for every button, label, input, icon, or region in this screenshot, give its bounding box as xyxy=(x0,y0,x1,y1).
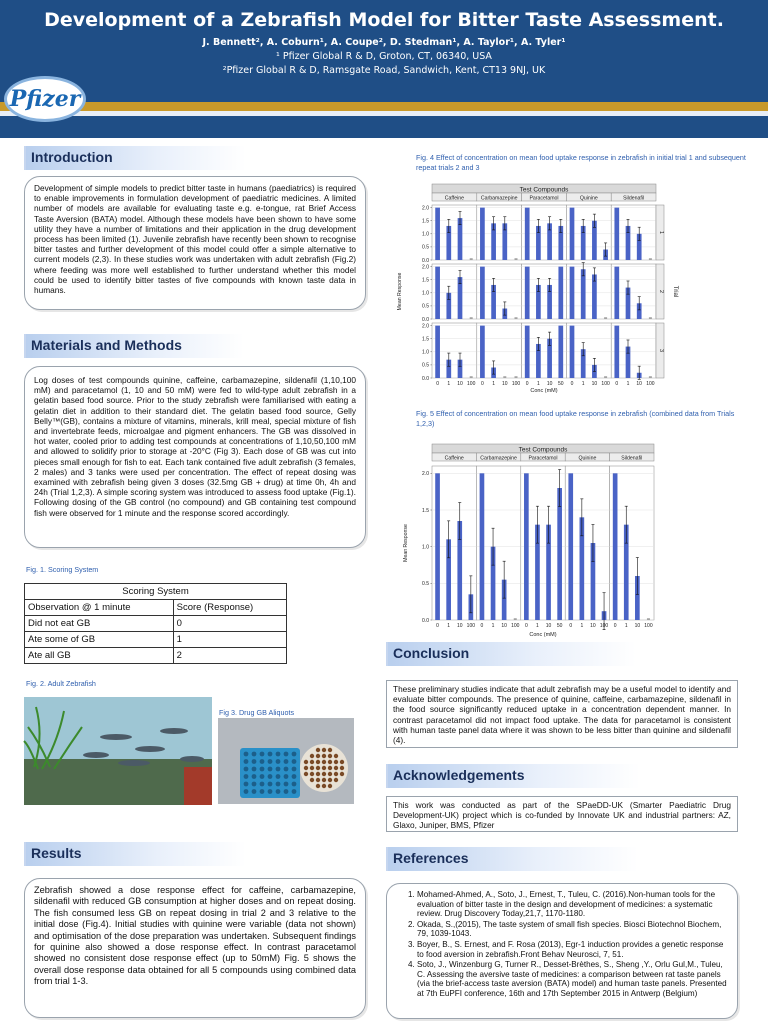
references-list xyxy=(401,890,729,999)
bar xyxy=(568,473,573,620)
x-tick-label: 1 xyxy=(581,381,585,387)
gb-pellet xyxy=(310,754,314,758)
x-tick-label: 0 xyxy=(524,623,528,629)
bar xyxy=(570,208,575,260)
x-tick-label: 10 xyxy=(501,623,507,629)
scoring-score: 0 xyxy=(173,616,286,632)
introduction-box xyxy=(24,176,366,310)
well xyxy=(276,752,281,757)
gb-pellet xyxy=(328,766,332,770)
results-box xyxy=(24,878,366,1018)
bar xyxy=(525,208,530,260)
gb-pellet xyxy=(334,760,338,764)
poster-title: Development of a Zebrafish Model for Bitter Taste Assessment. xyxy=(44,9,724,31)
well xyxy=(268,789,273,794)
well xyxy=(284,759,289,764)
light-stripe xyxy=(0,111,768,116)
fig2-caption: Fig. 2. Adult Zebrafish xyxy=(26,679,96,688)
introduction-heading xyxy=(24,146,246,170)
x-tick-label: 1 xyxy=(624,623,628,629)
bar xyxy=(614,326,619,378)
x-tick-label: 100 xyxy=(646,381,655,387)
well xyxy=(292,759,297,764)
trial-number: 1 xyxy=(658,230,664,235)
panel-label: Carbamazepine xyxy=(480,455,517,462)
bar xyxy=(614,208,619,260)
well xyxy=(260,759,265,764)
fig1-caption: Fig. 1. Scoring System xyxy=(26,565,99,574)
gb-pellet xyxy=(316,748,320,752)
methods-heading xyxy=(24,334,244,358)
gold-stripe xyxy=(0,102,768,111)
y-tick-label: 1.0 xyxy=(422,349,429,356)
well xyxy=(244,782,249,787)
well xyxy=(292,752,297,757)
fig3-caption: Fig 3. Drug GB Aliquots xyxy=(219,708,295,717)
x-tick-label: 1 xyxy=(447,623,451,629)
scoring-obs: Ate some of GB xyxy=(25,632,174,648)
fig5-svg xyxy=(402,442,664,638)
well xyxy=(252,759,257,764)
zebrafish-photo xyxy=(24,697,212,805)
x-tick-label: 100 xyxy=(511,381,521,387)
y-tick-label: 0.5 xyxy=(422,362,429,369)
affiliation-2: ²Pfizer Global R & D, Ramsgate Road, Sandwich, Kent, CT13 9NJ, UK xyxy=(222,65,546,76)
bar xyxy=(435,208,440,260)
x-axis-label: Conc (mM) xyxy=(530,388,558,394)
acknowledgements-heading xyxy=(386,764,640,788)
bar xyxy=(480,267,485,319)
fig4-caption: Fig. 4 Effect of concentration on mean food uptake response in zebrafish in initial trial 1 and subsequent repeat trials 2 and 3 xyxy=(416,153,746,172)
gb-pellet xyxy=(316,784,320,788)
well xyxy=(276,774,281,779)
y-axis-label: Mean Response xyxy=(403,524,409,562)
gb-pellet xyxy=(328,754,332,758)
y-tick-label: 2.0 xyxy=(422,323,429,330)
x-tick-label: 10 xyxy=(546,381,553,387)
gb-pellet xyxy=(310,766,314,770)
panel-label: Quinine xyxy=(579,195,598,202)
panel-label: Paracetamol xyxy=(529,195,559,202)
well xyxy=(260,767,265,772)
results-text: Zebrafish showed a dose response effect for caffeine, carbamazepine, sildenafil with reduced GB consumption at higher doses and on repeat dosing. The fish consumed less GB on repeat dosing in trial 2 and 3 relative to the initial dose (Fig.4). Initial studies with quinine were variable (data not shown) and optimisation of the dose preparation was undertaken. Subsequent findings for quinine also showed a dose response effect. In contrast paracetamol showed no consistent dose response effect (up to 50mM) Fig. 5 shows the overall dose response data obtained for all 5 compounds using combined data from trial 1-3. xyxy=(34,885,356,987)
bar xyxy=(435,267,440,319)
scoring-score: 2 xyxy=(173,648,286,664)
well xyxy=(252,752,257,757)
well xyxy=(268,774,273,779)
gb-pellet xyxy=(316,778,320,782)
conclusion-heading xyxy=(386,642,636,666)
scoring-col-observation: Observation @ 1 minute xyxy=(25,600,174,616)
scoring-score: 1 xyxy=(173,632,286,648)
y-tick-label: 1.0 xyxy=(422,544,429,551)
strip-title: Test Compounds xyxy=(519,186,569,194)
y-tick-label: 0.5 xyxy=(422,303,429,310)
references-heading xyxy=(386,847,638,871)
well xyxy=(292,789,297,794)
gb-pellet xyxy=(304,760,308,764)
x-tick-label: 10 xyxy=(456,623,463,629)
x-tick-label: 0 xyxy=(525,381,529,387)
scoring-col-score: Score (Response) xyxy=(173,600,286,616)
methods-text: Log doses of test compounds quinine, caffeine, carbamazepine, sildenafil (1,10,100 mM) and paracetamol (1, 10 and 50 mM) were fed to wild-type adult zebrafish in a gelatin based food source. Prior to the study zebrafish were familiarised with eating a gelatin diet in addition to their standard diet. The gelatin based food source, Gelly Belly™(GB), contains a mixture of vitamins, minerals, krill meal, special mixture of fish and invertebrate feeds, microalgae and pigment enhancers. The GB was dissolved in hot water, cooled prior to adding test compounds at concentrations of 1,10,50,100 mM and allowed to solidify prior to storage at -20°C (Fig 3). Each dose of GB was cut into pieces small enough for fish to eat. Each tank contained five adult zebrafish (3 females, 2 males) and 3 tanks were used per concentration. The effect of repeat dosing was examined with zebrafish being given 3 doses (32.5mg GB + drug) at time 0h, 4h and 24h (Trial 1,2,3). A simple scoring system was introduced to assess food uptake (Fig.1). Following dosing of the GB control (no compound) and GB containing test compound fish were observed for 1 minute and the response scored accordingly. xyxy=(34,375,356,518)
x-tick-label: 100 xyxy=(466,623,476,629)
conclusion-box xyxy=(386,680,738,748)
y-axis-label: Mean Response xyxy=(397,272,403,311)
well xyxy=(244,767,249,772)
gb-pellet xyxy=(334,778,338,782)
well xyxy=(284,782,289,787)
well xyxy=(276,759,281,764)
y-tick-label: 2.0 xyxy=(422,471,429,478)
panel-label: Caffeine xyxy=(444,195,465,202)
fig4-chart xyxy=(396,182,676,394)
gb-aliquots-illustration xyxy=(218,718,354,804)
well xyxy=(292,767,297,772)
y-tick-label: 2.0 xyxy=(422,205,429,212)
bar xyxy=(480,326,485,378)
bar xyxy=(570,326,575,378)
bar xyxy=(480,208,485,260)
panel-label: Sildenafil xyxy=(623,195,645,202)
x-tick-label: 10 xyxy=(457,381,463,387)
gb-pellet xyxy=(322,760,326,764)
well xyxy=(276,767,281,772)
x-tick-label: 100 xyxy=(644,623,653,629)
gb-pellet xyxy=(334,772,338,776)
poster-header xyxy=(0,0,768,138)
panel-label: Sildenafil xyxy=(621,455,643,462)
well xyxy=(260,774,265,779)
gb-pellet xyxy=(328,748,332,752)
x-tick-label: 1 xyxy=(580,623,584,629)
bar xyxy=(480,473,485,620)
table-row xyxy=(25,648,287,664)
x-tick-label: 1 xyxy=(491,623,495,629)
methods-heading-text: Materials and Methods xyxy=(31,337,182,353)
gb-pellet xyxy=(316,772,320,776)
gb-aliquots-photo xyxy=(218,718,354,804)
scoring-table-title: Scoring System xyxy=(25,584,287,600)
well xyxy=(252,782,257,787)
well xyxy=(244,789,249,794)
y-tick-label: 0.0 xyxy=(422,375,429,382)
scoring-table xyxy=(24,583,287,664)
panel-label: Quinine xyxy=(578,455,597,462)
y-tick-label: 0.0 xyxy=(422,257,429,264)
y-tick-label: 0.5 xyxy=(422,581,429,588)
x-tick-label: 0 xyxy=(481,381,484,387)
x-tick-label: 0 xyxy=(569,623,573,629)
bar xyxy=(524,473,529,620)
well xyxy=(268,752,273,757)
references-box xyxy=(386,883,738,1019)
gb-pellet xyxy=(328,778,332,782)
acknowledgements-text: This work was conducted as part of the SPaeDD-UK (Smarter Paediatric Drug Development-UK) project which is co-funded by Innovate UK and industrial partners: AZ, Glaxo, Juniper, BMS, Pfizer xyxy=(393,800,731,831)
x-tick-label: 0 xyxy=(570,381,574,387)
well xyxy=(284,789,289,794)
x-tick-label: 10 xyxy=(545,623,552,629)
bar xyxy=(435,473,440,620)
trial-number: 3 xyxy=(658,348,664,353)
bar xyxy=(558,326,563,378)
x-axis-label: Conc (mM) xyxy=(529,632,557,638)
trial-axis-label: Trial xyxy=(672,285,678,298)
gb-pellet xyxy=(328,772,332,776)
well xyxy=(276,789,281,794)
introduction-heading-text: Introduction xyxy=(31,149,113,165)
well xyxy=(284,774,289,779)
bar xyxy=(558,267,563,319)
x-tick-label: 10 xyxy=(634,623,641,629)
results-heading-text: Results xyxy=(31,845,82,861)
gb-pellet xyxy=(310,760,314,764)
x-tick-label: 0 xyxy=(436,623,439,629)
well xyxy=(292,782,297,787)
reference-item: 1. Mohamed-Ahmed, A., Soto, J., Ernest, T., Tuleu, C. (2016).Non-human tools for the evaluation of bitter taste in the design and development of medicines: a systematic review. Drug Discovery Today,21,7, 1170-1180. xyxy=(417,890,729,919)
bar xyxy=(570,267,575,319)
y-tick-label: 0.5 xyxy=(422,244,429,251)
reference-item: 3. Boyer, B., S. Ernest, and F. Rosa (2013), Egr-1 induction provides a genetic response to food aversion in zebrafish.Front Behav Neurosci, 7, 51. xyxy=(417,940,729,959)
gb-pellet xyxy=(304,766,308,770)
affiliation-1: ¹ Pfizer Global R & D, Groton, CT, 06340, USA xyxy=(276,51,492,62)
well xyxy=(244,774,249,779)
x-tick-label: 0 xyxy=(436,381,439,387)
x-tick-label: 10 xyxy=(636,381,642,387)
x-tick-label: 10 xyxy=(591,381,598,387)
well xyxy=(260,789,265,794)
gb-pellet xyxy=(322,778,326,782)
scoring-obs: Ate all GB xyxy=(25,648,174,664)
gb-pellet xyxy=(334,754,338,758)
x-tick-label: 0 xyxy=(480,623,484,629)
gb-pellet xyxy=(322,748,326,752)
well xyxy=(268,782,273,787)
y-tick-label: 1.5 xyxy=(422,277,429,284)
bar xyxy=(525,267,530,319)
zebrafish-tank-illustration xyxy=(24,697,212,805)
references-heading-text: References xyxy=(393,850,469,866)
x-tick-label: 100 xyxy=(467,381,476,387)
reference-item: 2. Okada, S.,(2015), The taste system of small fish species. Biosci Biotechnol Biochem, 79, 1039-1043. xyxy=(417,920,729,939)
y-tick-label: 1.5 xyxy=(422,507,429,514)
fig5-chart xyxy=(402,442,664,638)
bar xyxy=(614,267,619,319)
well xyxy=(260,782,265,787)
gb-pellet xyxy=(322,772,326,776)
introduction-text: Development of simple models to predict bitter taste in humans (paediatrics) is required to enable improvements in formulation development of paediatric medicines. A limited number of models are available for evaluating taste e.g. e-tongue, rat Brief Access Taste Aversion (BATA) model. Although these models have been shown to have some utility they have a number of limitations and their application in the drug development process has been limited (1). Juvenile zebrafish have recently been shown to recognise bitter tastes and further development of this model could offer a simple alternative to current models (2,3). In these studies work was undertaken with adult zebrafish (Fig.2) where feeding was more well established to further understand whether this model could be used to identify bitter tastes of five compounds with known taste data in humans. xyxy=(34,183,356,296)
authors: J. Bennett², A. Coburn¹, A. Coupe², D. Stedman¹, A. Taylor¹, A. Tyler¹ xyxy=(202,37,566,48)
x-tick-label: 10 xyxy=(590,623,596,629)
gb-pellet xyxy=(322,766,326,770)
gb-pellet xyxy=(322,754,326,758)
x-tick-label: 1 xyxy=(447,381,451,387)
y-tick-label: 1.5 xyxy=(422,218,429,225)
well xyxy=(252,767,257,772)
gb-pellet xyxy=(322,784,326,788)
well xyxy=(284,767,289,772)
scoring-obs: Did not eat GB xyxy=(25,616,174,632)
bar xyxy=(557,488,562,620)
acknowledgements-heading-text: Acknowledgements xyxy=(393,767,525,783)
well xyxy=(276,782,281,787)
bar xyxy=(525,326,530,378)
gb-pellet xyxy=(316,760,320,764)
panel-label: Paracetamol xyxy=(528,455,558,462)
x-tick-label: 50 xyxy=(556,623,563,629)
gb-pellet xyxy=(316,754,320,758)
bar xyxy=(613,473,618,620)
well xyxy=(252,789,257,794)
methods-box xyxy=(24,366,366,548)
gb-pellet xyxy=(316,766,320,770)
x-tick-label: 0 xyxy=(615,381,619,387)
y-tick-label: 0.0 xyxy=(422,617,429,624)
y-tick-label: 1.5 xyxy=(422,336,429,343)
logo-text: Pfizer xyxy=(9,86,81,112)
table-row xyxy=(25,632,287,648)
well xyxy=(284,752,289,757)
y-tick-label: 1.0 xyxy=(422,231,429,238)
x-tick-label: 100 xyxy=(601,381,610,387)
x-tick-label: 50 xyxy=(558,381,564,387)
well xyxy=(260,752,265,757)
bar xyxy=(435,326,440,378)
gb-pellet xyxy=(304,772,308,776)
gb-pellet xyxy=(310,772,314,776)
well xyxy=(292,774,297,779)
x-tick-label: 100 xyxy=(599,623,609,629)
bar xyxy=(581,269,586,319)
conclusion-text: These preliminary studies indicate that adult zebrafish may be a useful model to identify and evaluate bitter compounds. The presence of quinine, caffeine, carbamazepine, sildenafil in the food source significantly reduced uptake in a concentration dependent manner. In contrast paracetamol did not impact food uptake. The data for paracetamol is consistent with human taste panel data where it was shown to be less bitter than quinine and sildenafil (4). xyxy=(393,684,731,746)
gb-pellet xyxy=(328,760,332,764)
conclusion-heading-text: Conclusion xyxy=(393,645,470,661)
pfizer-logo xyxy=(4,76,86,122)
results-heading xyxy=(24,842,246,866)
well xyxy=(244,759,249,764)
x-tick-label: 10 xyxy=(502,381,508,387)
well xyxy=(268,767,273,772)
gb-pellet xyxy=(328,784,332,788)
panel-label: Carbamazepine xyxy=(480,195,518,202)
well xyxy=(268,759,273,764)
y-tick-label: 0.0 xyxy=(422,316,429,323)
fig5-caption: Fig. 5 Effect of concentration on mean food uptake response in zebrafish (combined data from Trials 1,2,3) xyxy=(416,409,735,428)
x-tick-label: 1 xyxy=(536,623,539,629)
x-tick-label: 1 xyxy=(626,381,630,387)
strip-title: Test Compounds xyxy=(518,446,568,454)
trial-number: 2 xyxy=(658,289,664,294)
fig4-svg xyxy=(396,182,676,394)
table-row xyxy=(25,616,287,632)
x-tick-label: 1 xyxy=(537,381,540,387)
y-tick-label: 1.0 xyxy=(422,290,429,297)
gb-pellet xyxy=(340,772,344,776)
x-tick-label: 100 xyxy=(511,623,520,629)
well xyxy=(244,752,249,757)
gb-pellet xyxy=(340,760,344,764)
acknowledgements-box xyxy=(386,796,738,832)
well xyxy=(252,774,257,779)
panel-label: Caffeine xyxy=(444,455,464,462)
gb-pellet xyxy=(310,778,314,782)
gb-pellet xyxy=(340,766,344,770)
y-tick-label: 2.0 xyxy=(422,264,429,271)
x-tick-label: 0 xyxy=(613,623,617,629)
gb-pellet xyxy=(334,766,338,770)
reference-item: 4. Soto, J., Winzenburg G, Turner R., Desset-Brèthes, S., Sheng ,Y., Orlu Gul,M., Tuleu, C. Assessing the aversive taste of medicines: a comparison between rat taste panels (via the brief-access taste aversion (BATA) model) and human taste panels. Presented at 7th EuPFI conference, 16th and 17th September 2015 in Antwerp (Belgium) xyxy=(417,960,729,998)
x-tick-label: 1 xyxy=(492,381,495,387)
